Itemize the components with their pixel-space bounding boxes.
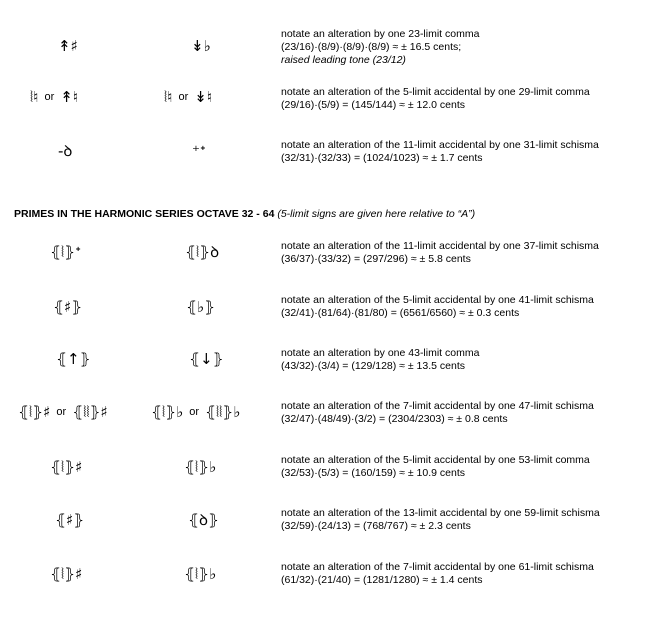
- prime-59-up-symbol: ⦃♯⦄: [55, 511, 85, 529]
- row-description: notate an alteration of the 5-limit accidental by one 53-limit comma (32/53)·(5/3) = (160/159) ≈ ± 10.9 cents: [281, 454, 590, 479]
- prime-37-up-symbol: ⦃⦚⦄ᐩ: [50, 243, 81, 261]
- row-description: notate an alteration of the 7-limit accidental by one 61-limit schisma (61/32)·(21/40) = (1281/1280) ≈ ± 1.4 cents: [281, 561, 594, 586]
- prime-61-down-symbol: ⦃⦚⦄♭: [184, 565, 217, 583]
- prime-41-down-symbol: ⦃♭⦄: [186, 298, 216, 316]
- row-description: notate an alteration of the 7-limit accidental by one 47-limit schisma (32/47)·(48/49)·(3/2) = (2304/2303) ≈ ± 0.8 cents: [281, 400, 594, 425]
- prime-41-up-symbol: ⦃♯⦄: [53, 298, 83, 316]
- raise-31-symbol: ⁺ᐩ: [192, 142, 206, 160]
- prime-43-up-symbol: ⦃↑⦄: [56, 350, 91, 368]
- row-description: notate an alteration of the 5-limit accidental by one 41-limit schisma (32/41)·(81/64)·(81/80) = (6561/6560) ≈ ± 0.3 cents: [281, 294, 594, 319]
- prime-37-down-symbol: ⦃⦚⦄ꝺ: [185, 243, 220, 261]
- lower-29-symbol: ⦚♮ or ↡♮: [164, 88, 213, 106]
- row-description: notate an alteration of the 11-limit accidental by one 37-limit schisma (36/37)·(33/32) = (297/296) ≈ ± 5.8 cents: [281, 240, 599, 265]
- lower-31-symbol: -ꝺ: [58, 142, 73, 160]
- prime-53-up-symbol: ⦃⦚⦄♯: [50, 458, 83, 476]
- section-heading: PRIMES IN THE HARMONIC SERIES OCTAVE 32 - 64 (5-limit signs are given here relative to “A”): [14, 208, 476, 220]
- prime-59-down-symbol: ⦃ꝺ⦄: [188, 511, 220, 529]
- prime-53-down-symbol: ⦃⦚⦄♭: [184, 458, 217, 476]
- row-description: notate an alteration by one 23-limit comma (23/16)·(8/9)·(8/9)·(8/9) ≈ ± 16.5 cents; raised leading tone (23/12): [281, 28, 480, 66]
- row-description: notate an alteration by one 43-limit comma (43/32)·(3/4) = (129/128) ≈ ± 13.5 cents: [281, 347, 480, 372]
- prime-43-down-symbol: ⦃↓⦄: [189, 350, 224, 368]
- row-description: notate an alteration of the 5-limit accidental by one 29-limit comma (29/16)·(5/9) = (145/144) ≈ ± 12.0 cents: [281, 86, 590, 111]
- raise-23-symbol: ↟♯: [58, 37, 78, 55]
- row-description: notate an alteration of the 13-limit accidental by one 59-limit schisma (32/59)·(24/13) = (768/767) ≈ ± 2.3 cents: [281, 507, 600, 532]
- raise-29-symbol: ⦚♮ or ↟♮: [30, 88, 79, 106]
- prime-47-down-symbol: ⦃⦚⦄♭ or ⦃⦚⦚⦄♭: [151, 403, 241, 421]
- row-description: notate an alteration of the 11-limit accidental by one 31-limit schisma (32/31)·(32/33) = (1024/1023) ≈ ± 1.7 cents: [281, 139, 599, 164]
- lower-23-symbol: ↡♭: [191, 37, 211, 55]
- prime-61-up-symbol: ⦃⦚⦄♯: [50, 565, 83, 583]
- prime-47-up-symbol: ⦃⦚⦄♯ or ⦃⦚⦚⦄♯: [18, 403, 108, 421]
